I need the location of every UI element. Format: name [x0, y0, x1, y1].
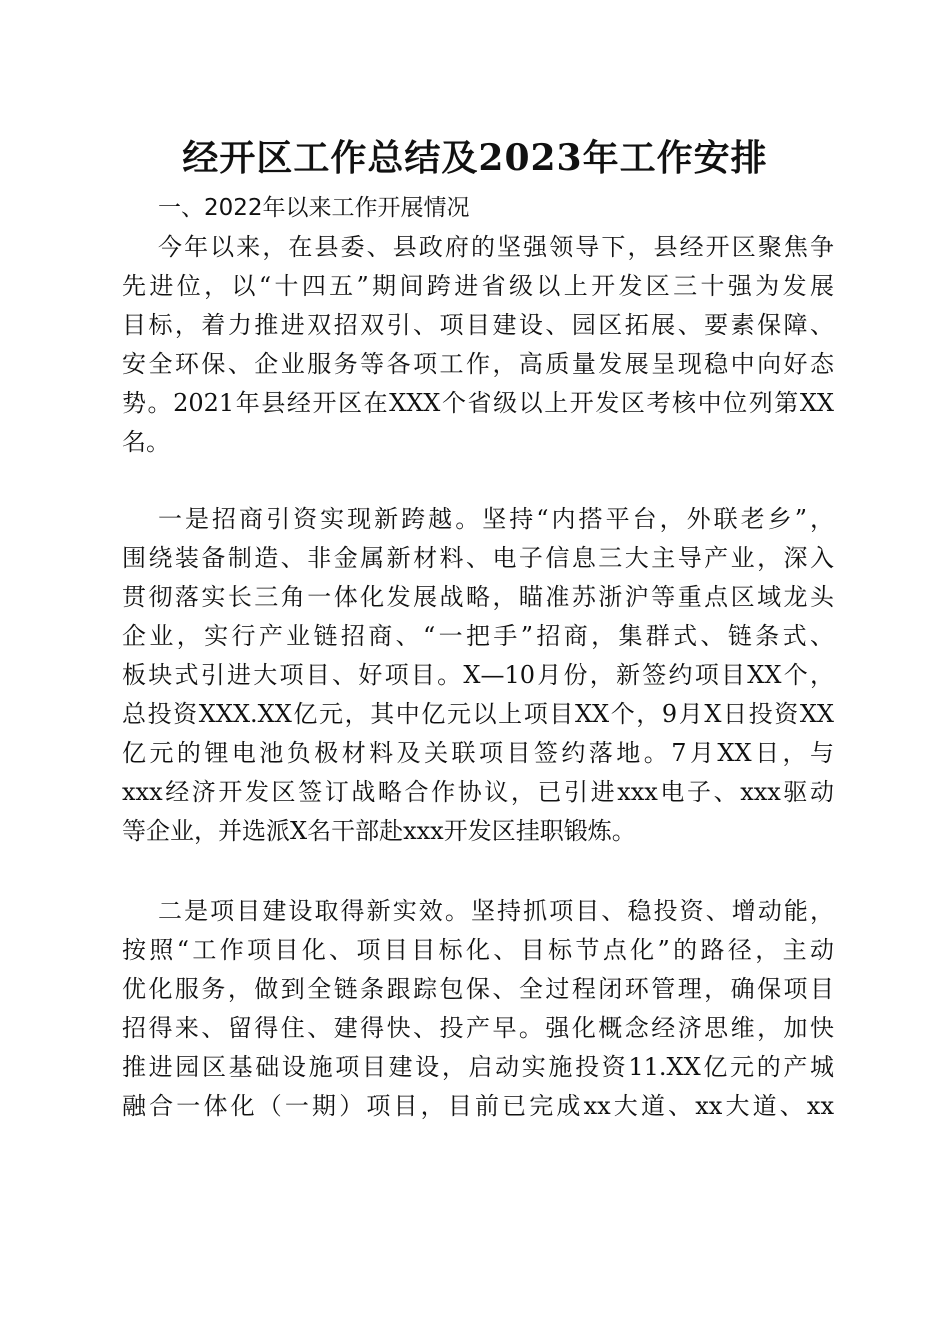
paragraph-intro — [122, 228, 834, 462]
paragraph-line: 融合一体化（一期）项目，目前已完成xx大道、xx大道、xx — [122, 1092, 834, 1120]
paragraph-line: 总投资XXX.XX亿元，其中亿元以上项目XX个，9月X日投资XX — [122, 700, 834, 728]
paragraph-line: 等企业，并选派X名干部赴xxx开发区挂职锻炼。 — [122, 817, 636, 845]
paragraph-line: 安全环保、企业服务等各项工作，高质量发展呈现稳中向好态 — [122, 350, 834, 378]
paragraph-lead: 二是项目建设取得新实效。 — [158, 897, 471, 925]
paragraph-lead: 一是招商引资实现新跨越。 — [158, 505, 483, 533]
paragraph-line: 亿元的锂电池负极材料及关联项目签约落地。7月XX日，与 — [122, 739, 834, 767]
paragraph-line: 名。 — [122, 428, 170, 456]
paragraph-line: 贯彻落实长三角一体化发展战略，瞄准苏浙沪等重点区域龙头 — [122, 583, 834, 611]
paragraph-projects — [122, 892, 834, 1126]
paragraph-line: 优化服务，做到全链条跟踪包保、全过程闭环管理，确保项目 — [122, 975, 834, 1003]
paragraph-text: 坚持“内搭平台，外联老乡”， — [482, 505, 834, 533]
paragraph-line: 围绕装备制造、非金属新材料、电子信息三大主导产业，深入 — [122, 544, 834, 572]
paragraph-line: 先进位，以“十四五”期间跨进省级以上开发区三十强为发展 — [122, 272, 834, 300]
paragraph-line: 推进园区基础设施项目建设，启动实施投资11.XX亿元的产城 — [122, 1053, 834, 1081]
paragraph-line: 按照“工作项目化、项目目标化、目标节点化”的路径，主动 — [122, 936, 834, 964]
paragraph-line: 今年以来，在县委、县政府的坚强领导下，县经开区聚焦争 — [158, 233, 834, 261]
paragraph-line — [122, 500, 834, 539]
document-title: 经开区工作总结及2023年工作安排 — [182, 137, 768, 179]
paragraph-line: 目标，着力推进双招双引、项目建设、园区拓展、要素保障、 — [122, 311, 834, 339]
paragraph-line — [122, 892, 834, 931]
paragraph-line: 板块式引进大项目、好项目。X—10月份，新签约项目XX个， — [122, 661, 834, 689]
paragraph-investment — [122, 500, 834, 851]
paragraph-line: 势。2021年县经开区在XXX个省级以上开发区考核中位列第XX — [122, 389, 834, 417]
section-heading-1: 一、2022年以来工作开展情况 — [158, 195, 470, 221]
paragraph-line: 企业，实行产业链招商、“一把手”招商，集群式、链条式、 — [122, 622, 834, 650]
paragraph-text: 坚持抓项目、稳投资、增动能， — [470, 897, 834, 925]
paragraph-line: xxx经济开发区签订战略合作协议，已引进xxx电子、xxx驱动 — [122, 778, 834, 806]
paragraph-line: 招得来、留得住、建得快、投产早。强化概念经济思维，加快 — [122, 1014, 834, 1042]
